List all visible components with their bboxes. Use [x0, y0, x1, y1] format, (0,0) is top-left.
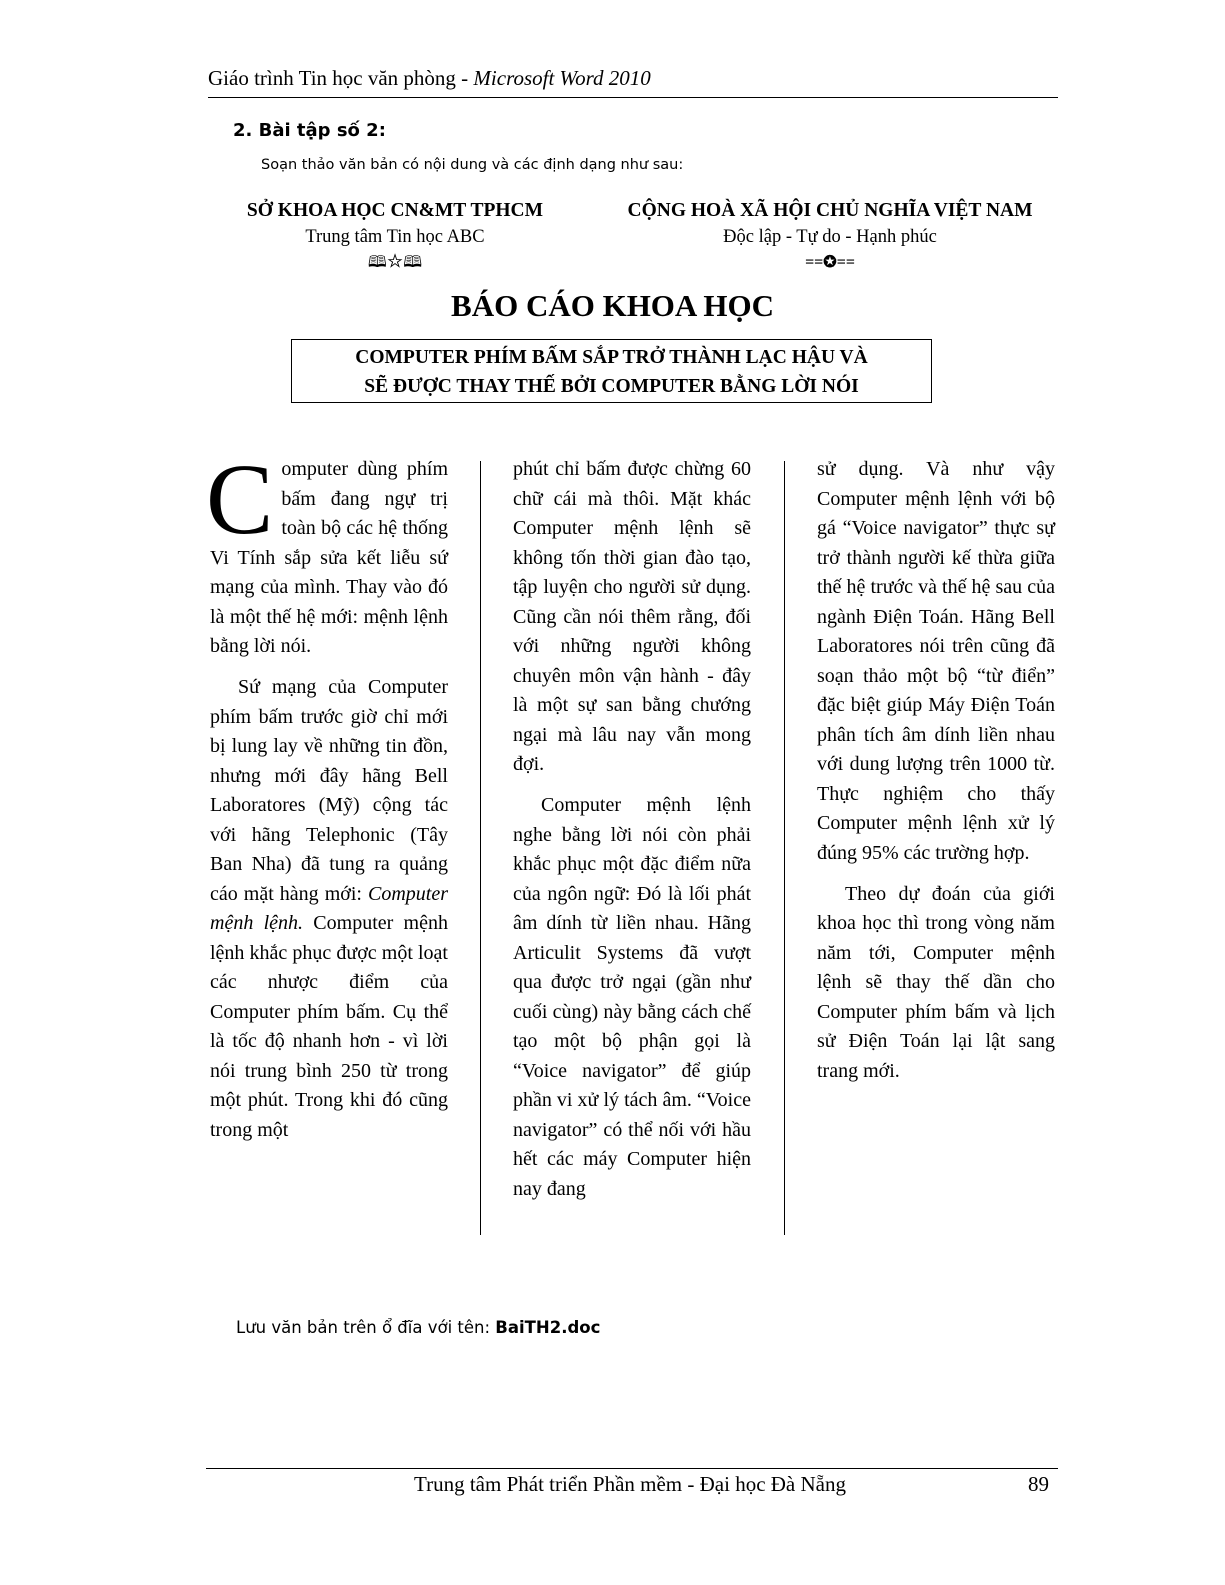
paragraph-2-text-a: Sứ mạng của Computer phím bấm trước giờ chỉ mới bị lung lay về những tin đồn, nhưng mới đây hãng Bell Laboratores (Mỹ) cộng tác với hãng Telephonic (Tây Ban Nha) đã tung ra quảng cáo mặt hàng mới: — [210, 676, 448, 905]
right-ornament: ==✪== — [805, 254, 855, 271]
letterhead-left — [200, 198, 590, 275]
paragraph-1-text: omputer dùng phím bấm đang ngự trị toàn bộ các hệ thống Vi Tính sắp sửa kết liễu sứ mạng của mình. Thay vào đó là một thế hệ mới: mệnh lệnh bằng lời nói. — [210, 458, 448, 657]
report-title: BÁO CÁO KHOA HỌC — [451, 288, 774, 323]
paragraph-2-text-b-part1: ​ Computer mệnh lệnh khắc phục được một loạt các nhược điểm của Computer phím bấm. Cụ thể là tốc độ nhanh hơn - vì lời nói trung bình 250 từ trong một phút. Trong khi đó cũng trong một — [210, 912, 448, 1141]
footer-rule — [206, 1468, 1058, 1469]
article-paragraph-3-cont: sử dụng. Và như vậy Computer mệnh lệnh với bộ gá “Voice navigator” thực sự trở thành người kế thừa giữa thế hệ trước và thế hệ sau của ngành Điện Toán. Hãng Bell Laboratores nói trên cũng đã soạn thảo một bộ “từ điển” đặc biệt giúp Máy Điện Toán phân tích âm dính liền nhau với dung lượng trên 1000 từ. Thực nghiệm cho thấy Computer mệnh lệnh xử lý đúng 95% các trường hợp. — [817, 458, 1055, 864]
column-divider-1 — [480, 461, 481, 1235]
article-column-2 — [513, 455, 751, 1216]
subtitle-box — [291, 339, 932, 403]
article-column-3 — [817, 455, 1055, 1098]
page-number: 89 — [1028, 1472, 1049, 1496]
header-title-italic: Microsoft Word 2010 — [473, 66, 651, 90]
save-note-filename: BaiTH2.doc — [495, 1318, 601, 1337]
save-note — [236, 1318, 600, 1337]
save-note-text: Lưu văn bản trên ổ đĩa với tên: — [236, 1318, 496, 1337]
page-header — [208, 66, 1058, 98]
paragraph-2-italic: Computer mệnh lệnh. — [210, 882, 448, 934]
article-paragraph-1 — [206, 443, 448, 662]
article-paragraph-4: Theo dự đoán của giới khoa học thì trong vòng năm năm tới, Computer mệnh lệnh sẽ thay thế dần cho Computer phím bấm và lịch sử Điện Toán lại lật sang trang mới. — [817, 882, 1055, 1082]
right-org-name: CỘNG HOÀ XÃ HỘI CHỦ NGHĨA VIỆT NAM — [627, 200, 1033, 221]
article-paragraph-3-start: Computer mệnh lệnh nghe bằng lời nói còn phải khắc phục một đặc điểm nữa của ngôn ngữ: Đó là lối phát âm dính từ liền nhau. Hãng Articulit Systems đã vượt qua được trở ngại (gần như cuối cùng) này bằng cách chế tạo một bộ phận gọi là “Voice navigator” để giúp phần vi xử lý tách âm. “Voice navigator” có thể nối với hầu hết các máy Computer hiện nay đang — [513, 794, 751, 1200]
left-org-name: SỞ KHOA HỌC CN&MT TPHCM — [246, 200, 544, 221]
subtitle-line-2: SẼ ĐƯỢC THAY THẾ BỞI COMPUTER BẰNG LỜI NÓI — [364, 376, 859, 397]
drop-cap: C — [206, 443, 274, 555]
right-org-sub: Độc lập - Tự do - Hạnh phúc — [723, 227, 937, 247]
letterhead-right — [600, 198, 1060, 275]
footer-text: Trung tâm Phát triển Phần mềm - Đại học Đà Nẵng — [414, 1472, 846, 1496]
article-column-1 — [206, 443, 448, 1157]
article-paragraph-2-cont: phút chỉ bấm được chừng 60 chữ cái mà thôi. Mặt khác Computer mệnh lệnh sẽ không tốn thời gian đào tạo, tập luyện cho người sử dụng. Cũng cần nói thêm rằng, đối với những người không chuyên môn vận hành - đây là một sự san bằng chướng ngại mà lâu nay vẫn mong đợi. — [513, 458, 751, 775]
header-title: Giáo trình Tin học văn phòng - — [208, 66, 474, 90]
left-ornament: 🕮☆🕮 — [367, 254, 423, 271]
column-divider-2 — [784, 461, 785, 1235]
subtitle-line-1: COMPUTER PHÍM BẤM SẮP TRỞ THÀNH LẠC HẬU VÀ — [355, 347, 868, 368]
exercise-heading: 2. Bài tập số 2: — [233, 120, 386, 141]
exercise-instruction: Soạn thảo văn bản có nội dung và các định dạng như sau: — [261, 157, 684, 173]
left-org-sub: Trung tâm Tin học ABC — [305, 227, 485, 247]
article-paragraph-2-start — [210, 673, 448, 1145]
